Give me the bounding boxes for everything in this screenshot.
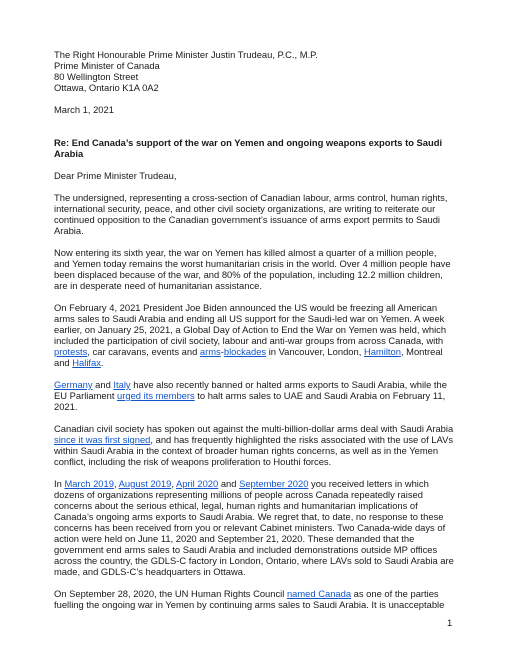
text-span: , Montreal and [54,346,443,368]
text-span: and [218,478,240,489]
text-span: On September 28, 2020, the UN Human Rights Council [54,588,287,599]
link-hamilton[interactable]: Hamilton [363,346,401,357]
link-germany[interactable]: Germany [54,379,93,390]
link-urged-its-members[interactable]: urged its members [117,390,195,401]
text-span: , and has frequently highlighted the risks associated with the use of LAVs within Saudi Arabia in the context of broader human rights concerns, as well as in the Yemen conflict, including the risk of weapons proliferation to Houthi forces. [54,434,454,467]
text-span: , car caravans, events and [87,346,200,357]
text-span: in Vancouver, London, [266,346,364,357]
paragraph-europe [54,379,454,412]
address-line: The Right Honourable Prime Minister Justin Trudeau, P.C., M.P. [54,49,318,60]
text-span: On February 4, 2021 President Joe Biden announced the US would be freezing all American arms sales to Saudi Arabia and ending all US support for the Saudi-led war on Yemen. A week earlier, on January 25, 2021, a Global Day of Action to End the War on Yemen was held, which included the participation of civil society, labour and anti-war groups from across Canada, with [54,302,447,346]
link-halifax[interactable]: Halifax [72,357,101,368]
text-span: , [113,478,119,489]
text-span: In [54,478,65,489]
address-line: 80 Wellington Street [54,71,139,82]
salutation: Dear Prime Minister Trudeau, [54,170,177,181]
text-span: and [92,379,114,390]
text-span: Canadian civil society has spoken out against the multi-billion-dollar arms deal with Saudi Arabia [54,423,454,434]
page-number: 1 [447,617,453,628]
text-span: as one of the parties fuelling the ongoing war in Yemen by continuing arms sales to Saudi Arabia. It is unacceptable [54,588,445,610]
link-august-2019[interactable]: August 2019 [118,478,172,489]
text-span: have also recently banned or halted arms exports to Saudi Arabia, while the EU Parliament [54,379,447,401]
address-line: Prime Minister of Canada [54,60,160,71]
link-arms[interactable]: arms [199,346,221,357]
letter-body [54,49,454,610]
link-protests[interactable]: protests [54,346,88,357]
link-since-first-signed[interactable]: since it was first signed [54,434,151,445]
link-italy[interactable]: Italy [113,379,131,390]
paragraph-letters [54,478,454,577]
link-march-2019[interactable]: March 2019 [64,478,114,489]
link-april-2020[interactable]: April 2020 [176,478,219,489]
address-line: Ottawa, Ontario K1A 0A2 [54,82,159,93]
link-september-2020[interactable]: September 2020 [239,478,309,489]
paragraph-us-freeze [54,302,454,368]
paragraph-humanitarian: Now entering its sixth year, the war on Yemen has killed almost a quarter of a million people, and Yemen today remains the worst humanitarian crisis in the world. Over 4 million people have been displaced because of the war, and 80% of the population, including 12.2 million children, are in desperate need of humanitarian assistance. [54,247,451,291]
paragraph-un-council [54,588,454,610]
subject-line: Re: End Canada’s support of the war on Yemen and ongoing weapons exports to Saudi Arabia [54,137,443,159]
recipient-address [54,49,454,93]
text-span: you received letters in which dozens of organizations representing millions of people across Canada repeatedly raised concerns about the serious ethical, legal, human rights and humanitarian implications of Canada’s ongoing arms exports to Saudi Arabia. We regret that, to date, no response to these concerns has been received from you or relevant Cabinet ministers. Two Canada-wide days of action were held on June 11, 2020 and September 21, 2020. These demanded that the government end arms sales to Saudi Arabia and included demonstrations outside MP offices across the country, the GDLS-C factory in London, Ontario, where LAVs sold to Saudi Arabia are made, and GDLS-C’s headquarters in Ottawa. [54,478,454,577]
text-span: , [171,478,177,489]
link-named-canada[interactable]: named Canada [286,588,352,599]
letter-date: March 1, 2021 [54,104,114,115]
text-span: to halt arms sales to UAE and Saudi Arabia on February 11, 2021. [54,390,446,412]
text-span: - [220,346,224,357]
paragraph-intro: The undersigned, representing a cross-section of Canadian labour, arms control, human rights, international security, peace, and other civil society organizations, are writing to reiterate our continued opposition to the Canadian government’s issuance of arms export permits to Saudi Arabia. [54,192,448,236]
text-span: . [100,357,104,368]
link-blockades[interactable]: blockades [223,346,267,357]
paragraph-civil-society [54,423,454,467]
